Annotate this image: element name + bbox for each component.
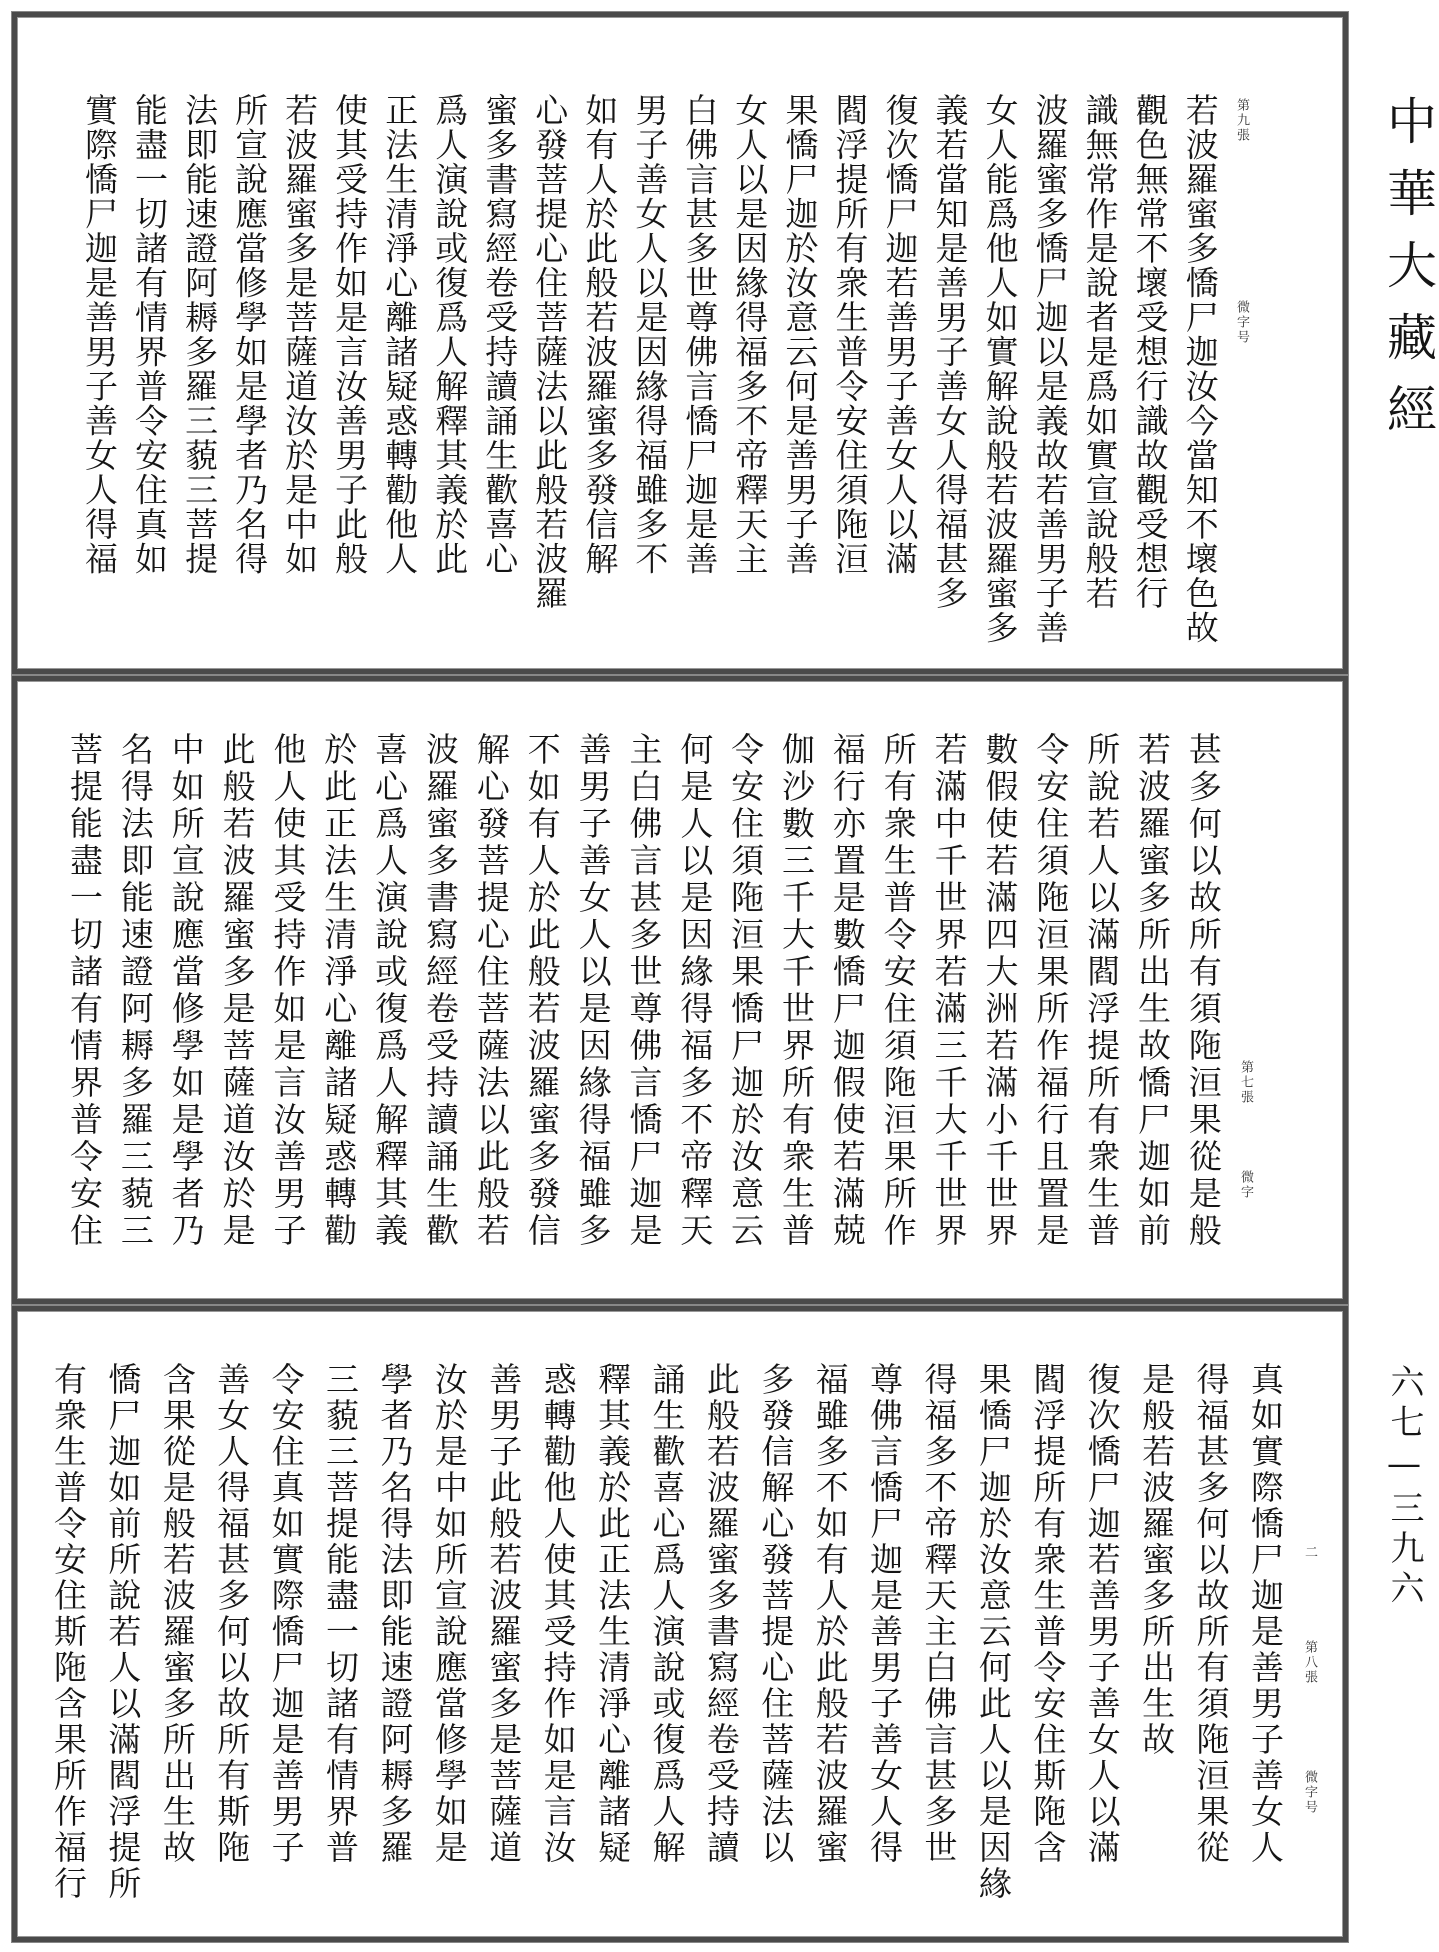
text-column: 多發信解心發菩提心住菩薩法以 — [756, 1362, 796, 1866]
panel-2-note-sheet: 第七張 — [1238, 1060, 1253, 1105]
text-column: 閻浮提所有衆生普令安住斯陁含 — [1028, 1362, 1068, 1866]
text-column: 波羅蜜多書寫經卷受持讀誦生歡 — [421, 732, 461, 1250]
text-column: 他人使其受持作如是言汝善男子 — [268, 732, 308, 1250]
text-column: 果憍尸迦於汝意云何是善男子善 — [780, 93, 820, 576]
text-column: 所宣說應當修學如是學者乃名得 — [230, 93, 270, 576]
text-column: 此般若波羅蜜多是菩薩道汝於是 — [217, 732, 257, 1250]
text-column: 憍尸迦如前所說若人以滿閻浮提所 — [103, 1362, 143, 1902]
text-column: 福行亦置是數憍尸迦假使若滿兢 — [827, 732, 867, 1250]
text-column: 白佛言甚多世尊佛言憍尸迦是善 — [680, 93, 720, 576]
text-column: 善男子此般若波羅蜜多是菩薩道 — [484, 1362, 524, 1866]
text-column: 中如所宣說應當修學如是學者乃 — [166, 732, 206, 1250]
panel-3-note-char: 微字号 — [1302, 1770, 1317, 1815]
text-column: 所有衆生普令安住須陁洹果所作 — [878, 732, 918, 1250]
text-column: 得福甚多何以故所有須陁洹果從 — [1191, 1362, 1231, 1866]
text-column: 閻浮提所有衆生普令安住須陁洹 — [830, 93, 870, 576]
panel-3-columns — [43, 1362, 1290, 1902]
text-column: 名得法即能速證阿耨多羅三藐三 — [115, 732, 155, 1250]
text-column: 令安住須陁洹果所作福行且置是 — [1031, 732, 1071, 1250]
text-column: 此般若波羅蜜多書寫經卷受持讀 — [701, 1362, 741, 1866]
panel-2-note-char: 微字 — [1238, 1170, 1253, 1200]
text-column: 能盡一切諸有情界普令安住真如 — [130, 93, 170, 576]
panel-1-note-char: 微字号 — [1234, 300, 1249, 345]
text-column: 善男子善女人以是因緣得福雖多 — [573, 732, 613, 1250]
page-number: 六七—三九六 — [1384, 1364, 1424, 1610]
panel-3-note-mark: 二 — [1302, 1545, 1317, 1560]
panel-2-columns — [59, 732, 1228, 1250]
text-column: 福雖多不如有人於此般若波羅蜜 — [810, 1362, 850, 1866]
text-column: 蜜多書寫經卷受持讀誦生歡喜心 — [480, 93, 520, 576]
text-column: 真如實際憍尸迦是善男子善女人 — [1245, 1362, 1285, 1866]
text-column: 何是人以是因緣得福多不帝釋天 — [675, 732, 715, 1250]
text-column: 爲人演說或復爲人解釋其義於此 — [430, 93, 470, 576]
text-column: 女人以是因緣得福多不帝釋天主 — [730, 93, 770, 576]
text-column: 惑轉勸他人使其受持作如是言汝 — [538, 1362, 578, 1866]
text-column: 波羅蜜多憍尸迦以是義故若善男子善 — [1030, 93, 1070, 645]
text-column: 是般若波羅蜜多所出生故 — [1137, 1362, 1177, 1758]
text-column: 有衆生普令安住斯陁含果所作福行 — [49, 1362, 88, 1902]
text-column: 若滿中千世界若滿三千大千世界 — [929, 732, 969, 1250]
text-column: 主白佛言甚多世尊佛言憍尸迦是 — [624, 732, 664, 1250]
text-column: 識無常作是說者是爲如實宣說般若 — [1080, 93, 1120, 611]
text-column: 所說若人以滿閻浮提所有衆生普 — [1082, 732, 1122, 1250]
text-column: 義若當知是善男子善女人得福甚多 — [930, 93, 970, 611]
text-column: 尊佛言憍尸迦是善男子善女人得 — [865, 1362, 905, 1866]
text-column: 於此正法生清淨心離諸疑惑轉勸 — [319, 732, 359, 1250]
text-column: 男子善女人以是因緣得福雖多不 — [630, 93, 670, 576]
text-column: 心發菩提心住菩薩法以此般若波羅 — [530, 93, 570, 611]
text-column: 得福多不帝釋天主白佛言甚多世 — [919, 1362, 959, 1866]
text-column: 伽沙數三千大千世界所有衆生普 — [777, 732, 817, 1250]
text-column: 觀色無常不壞受想行識故觀受想行 — [1130, 93, 1170, 611]
text-column: 令安住須陁洹果憍尸迦於汝意云 — [726, 732, 766, 1250]
text-column: 若波羅蜜多憍尸迦汝今當知不壞色故 — [1180, 93, 1220, 645]
panel-1-note-sheet: 第九張 — [1234, 98, 1249, 143]
collection-title: 中華大藏經 — [1379, 95, 1437, 455]
text-column: 女人能爲他人如實解說般若波羅蜜多 — [980, 93, 1020, 645]
text-column: 誦生歡喜心爲人演說或復爲人解 — [647, 1362, 687, 1866]
text-column: 甚多何以故所有須陁洹果從是般 — [1183, 732, 1223, 1250]
text-column: 若波羅蜜多是菩薩道汝於是中如 — [280, 93, 320, 576]
text-column: 解心發菩提心住菩薩法以此般若 — [471, 732, 511, 1250]
text-column: 喜心爲人演說或復爲人解釋其義 — [370, 732, 410, 1250]
text-column: 法即能速證阿耨多羅三藐三菩提 — [180, 93, 220, 576]
text-column: 數假使若滿四大洲若滿小千世界 — [980, 732, 1020, 1250]
panel-1-columns — [74, 93, 1225, 645]
text-column: 學者乃名得法即能速證阿耨多羅 — [375, 1362, 415, 1866]
text-column: 使其受持作如是言汝善男子此般 — [330, 93, 370, 576]
text-column: 汝於是中如所宣說應當修學如是 — [429, 1362, 469, 1866]
text-column: 三藐三菩提能盡一切諸有情界普 — [321, 1362, 361, 1866]
text-column: 復次憍尸迦若善男子善女人以滿 — [1082, 1362, 1122, 1866]
text-column: 實際憍尸迦是善男子善女人得福 — [80, 93, 119, 576]
text-column: 果憍尸迦於汝意云何此人以是因緣 — [973, 1362, 1013, 1902]
text-column: 含果從是般若波羅蜜多所出生故 — [157, 1362, 197, 1866]
text-column: 不如有人於此般若波羅蜜多發信 — [522, 732, 562, 1250]
text-column: 如有人於此般若波羅蜜多發信解 — [580, 93, 620, 576]
text-column: 菩提能盡一切諸有情界普令安住 — [65, 732, 104, 1250]
text-column: 復次憍尸迦若善男子善女人以滿 — [880, 93, 920, 576]
text-column: 善女人得福甚多何以故所有斯陁 — [212, 1362, 252, 1866]
text-column: 釋其義於此正法生清淨心離諸疑 — [593, 1362, 633, 1866]
text-column: 若波羅蜜多所出生故憍尸迦如前 — [1133, 732, 1173, 1250]
text-column: 令安住真如實際憍尸迦是善男子 — [266, 1362, 306, 1866]
text-column: 正法生清淨心離諸疑惑轉勸他人 — [380, 93, 420, 576]
panel-3-note-sheet: 第八張 — [1302, 1640, 1317, 1685]
